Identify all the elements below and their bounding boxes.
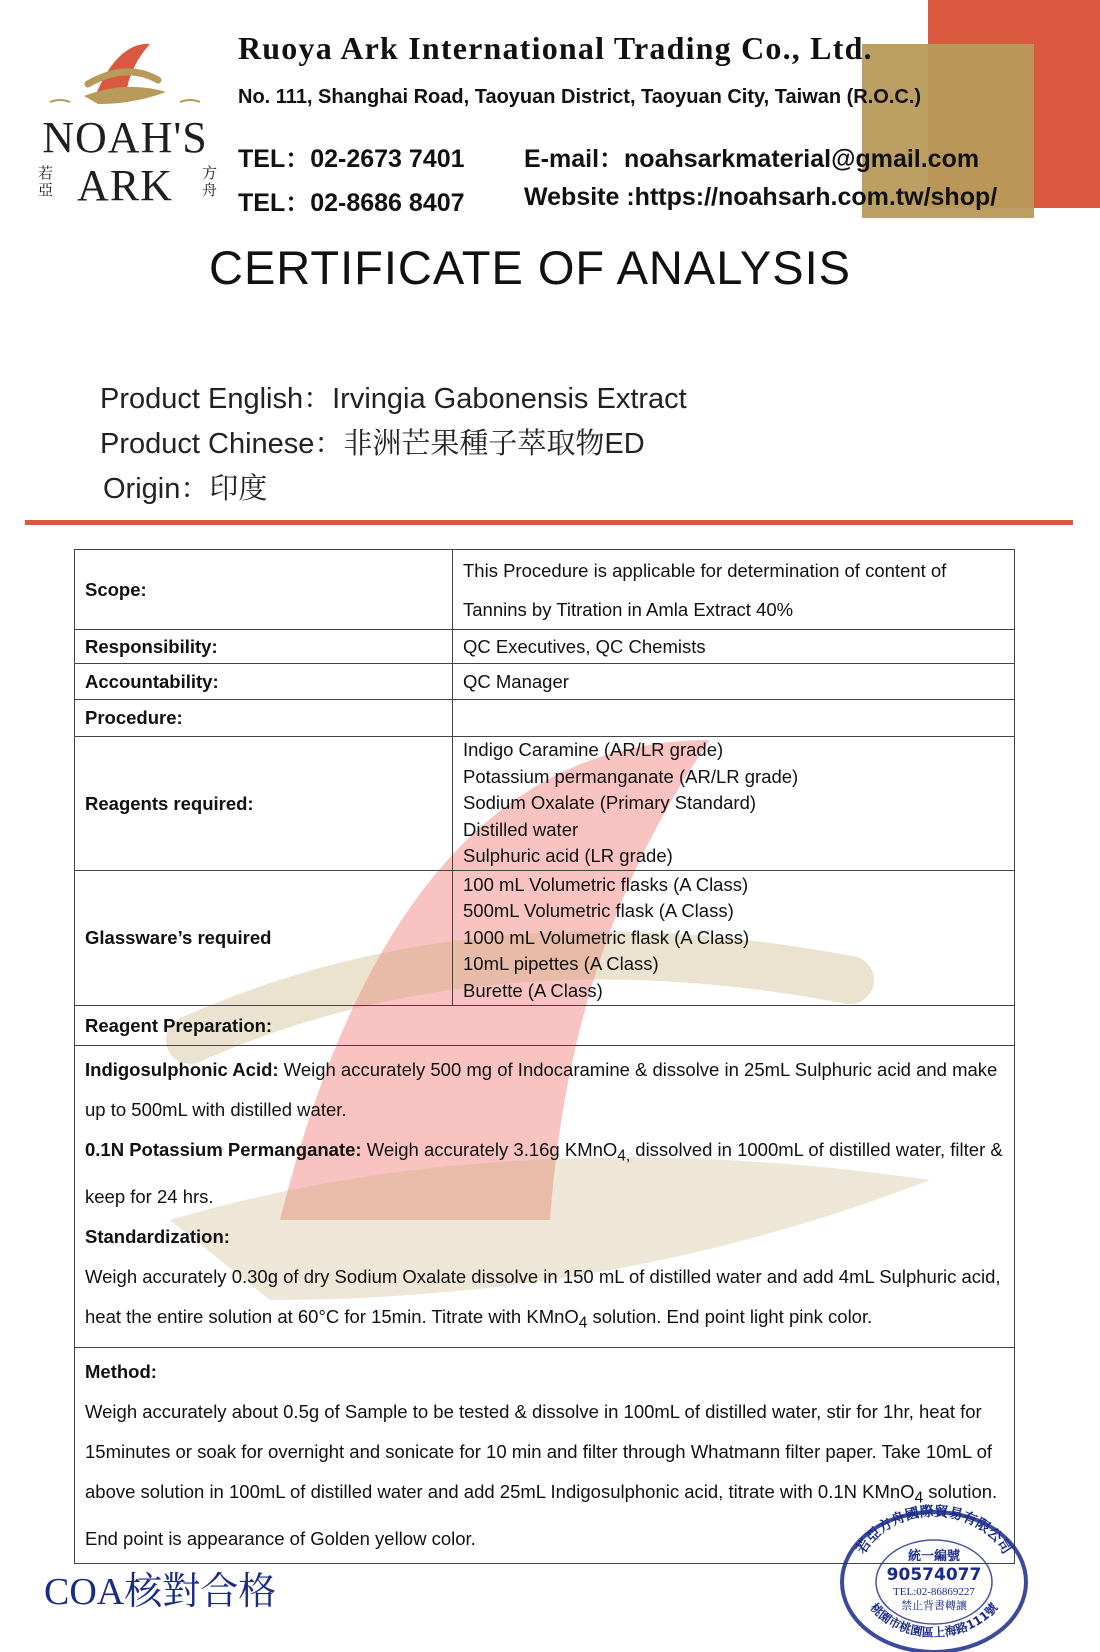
potassium-permanganate-text-cont: dissolved in 1000mL of distilled water, filter & keep for 24 hrs. bbox=[85, 1139, 1003, 1207]
product-english-name: Product English：Irvingia Gabonensis Extract bbox=[100, 383, 687, 415]
coa-verified-mark: COA核對合格 bbox=[44, 1571, 277, 1613]
standardization-paragraph bbox=[85, 1257, 1004, 1344]
reagents-list bbox=[453, 737, 1015, 871]
company-logo bbox=[26, 36, 224, 216]
potassium-permanganate-paragraph bbox=[85, 1130, 1004, 1217]
standardization-text-cont: solution. End point light pink color. bbox=[587, 1305, 873, 1327]
reagent-item: Sodium Oxalate (Primary Standard) bbox=[463, 792, 757, 814]
standardization-text: Weigh accurately 0.30g of dry Sodium Oxalate dissolve in 150 mL of distilled water and add 4mL Sulphuric acid, heat the entire solution at 60°C for 15min. Titrate with KMnO bbox=[85, 1265, 1001, 1327]
telephone-1: TEL：02-2673 7401 bbox=[238, 145, 465, 173]
table-row-scope bbox=[75, 550, 1015, 630]
stamp-ring-text: 若亞方舟國際貿易有限公司 bbox=[853, 1503, 1015, 1557]
stamp-line-1: 統一編號 bbox=[907, 1549, 961, 1564]
glassware-item: Burette (A Class) bbox=[463, 979, 603, 1001]
potassium-permanganate-text: Weigh accurately 3.16g KMnO bbox=[361, 1139, 618, 1160]
reagent-item: Distilled water bbox=[463, 818, 579, 840]
table-row-accountability bbox=[75, 664, 1015, 700]
ship-sail-icon bbox=[26, 36, 224, 116]
table-row-procedure bbox=[75, 700, 1015, 737]
glassware-list bbox=[453, 871, 1015, 1006]
stamp-line-3: TEL:02-86869227 bbox=[893, 1586, 975, 1598]
reagents-label: Reagents required: bbox=[75, 737, 453, 871]
method-text: Weigh accurately about 0.5g of Sample to be tested & dissolve in 100mL of distilled water, stir for 1hr, heat for 15minutes or soak for overnight and sonicate for 10 min and filter through Whatmann filter paper. Take 10mL of above solution in 100mL of distilled water and add 25mL Indigosulphonic acid, titrate with 0.1N KMnO bbox=[85, 1401, 993, 1503]
method-text-cont: solution. End point is appearance of Golden yellow color. bbox=[85, 1481, 998, 1550]
glassware-item: 10mL pipettes (A Class) bbox=[463, 953, 659, 975]
standardization-label: Standardization: bbox=[85, 1225, 230, 1247]
company-address: No. 111, Shanghai Road, Taoyuan District, Taoyuan City, Taiwan (R.O.C.) bbox=[238, 86, 922, 108]
reagent-preparation-label: Reagent Preparation: bbox=[75, 1006, 1015, 1046]
glassware-item: 1000 mL Volumetric flask (A Class) bbox=[463, 926, 750, 948]
subscript: 4, bbox=[617, 1147, 631, 1165]
accountability-label: Accountability: bbox=[75, 664, 453, 700]
product-origin: Origin：印度 bbox=[103, 473, 268, 505]
document-title: CERTIFICATE OF ANALYSIS bbox=[209, 241, 851, 294]
table-row-reagent-preparation bbox=[75, 1006, 1015, 1046]
website-url: Website :https://noahsarh.com.tw/shop/ bbox=[524, 183, 998, 211]
stamp-line-4: 禁止背書轉讓 bbox=[901, 1599, 967, 1612]
logo-chinese-right: 方舟 bbox=[202, 166, 218, 199]
stamp-bottom-ring-text: 桃園市桃園區上海路111號 bbox=[867, 1600, 1001, 1640]
scope-label: Scope: bbox=[75, 550, 453, 630]
reagent-item: Potassium permanganate (AR/LR grade) bbox=[463, 765, 799, 787]
procedure-value bbox=[453, 700, 1015, 737]
logo-wordmark-line-1: NOAH'S bbox=[42, 113, 208, 162]
glassware-item: 500mL Volumetric flask (A Class) bbox=[463, 900, 734, 922]
glassware-item: 100 mL Volumetric flasks (A Class) bbox=[463, 873, 749, 895]
accountability-value: QC Manager bbox=[453, 664, 1015, 700]
indigosulphonic-acid-text: Weigh accurately 500 mg of Indocaramine & dissolve in 25mL Sulphuric acid and make up to 500mL with distilled water. bbox=[85, 1059, 998, 1120]
email-address: E-mail：noahsarkmaterial@gmail.com bbox=[524, 145, 980, 173]
indigosulphonic-acid-label: Indigosulphonic Acid: bbox=[85, 1059, 279, 1080]
reagent-item: Sulphuric acid (LR grade) bbox=[463, 845, 673, 867]
logo-wordmark-line-2: ARK bbox=[77, 161, 173, 210]
logo-chinese-left: 若亞 bbox=[38, 166, 54, 199]
telephone-2: TEL：02-8686 8407 bbox=[238, 189, 465, 217]
stamp-line-2: 90574077 bbox=[886, 1565, 982, 1585]
scope-value: This Procedure is applicable for determination of content of Tannins by Titration in Amla Extract 40% bbox=[453, 550, 1015, 630]
table-row-responsibility bbox=[75, 630, 1015, 664]
product-chinese-name: Product Chinese：非洲芒果種子萃取物ED bbox=[100, 428, 645, 460]
section-divider bbox=[25, 520, 1073, 525]
subscript: 4 bbox=[914, 1490, 924, 1508]
responsibility-label: Responsibility: bbox=[75, 630, 453, 664]
glassware-label: Glassware’s required bbox=[75, 871, 453, 1006]
company-seal-stamp bbox=[836, 1502, 1032, 1652]
indigosulphonic-acid-paragraph bbox=[85, 1050, 1004, 1130]
preparation-details bbox=[75, 1046, 1015, 1348]
company-name: Ruoya Ark International Trading Co., Ltd. bbox=[238, 30, 873, 66]
procedure-label: Procedure: bbox=[75, 700, 453, 737]
table-row-preparation-details bbox=[75, 1046, 1015, 1348]
reagent-item: Indigo Caramine (AR/LR grade) bbox=[463, 739, 724, 761]
table-row-reagents bbox=[75, 737, 1015, 871]
method-label: Method: bbox=[85, 1361, 157, 1383]
responsibility-value: QC Executives, QC Chemists bbox=[453, 630, 1015, 664]
table-row-glassware bbox=[75, 871, 1015, 1006]
potassium-permanganate-label: 0.1N Potassium Permanganate: bbox=[85, 1139, 362, 1160]
subscript: 4 bbox=[578, 1314, 588, 1332]
analysis-procedure-table bbox=[74, 549, 1015, 1564]
